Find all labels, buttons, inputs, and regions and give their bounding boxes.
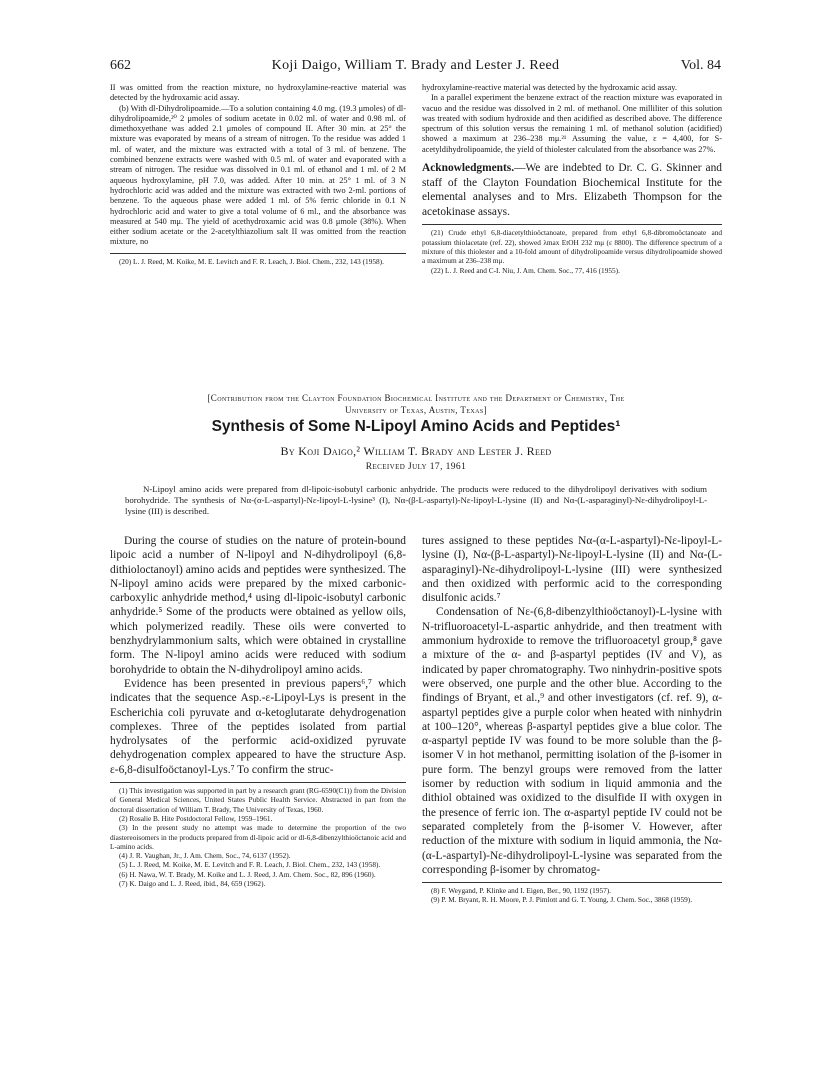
footnote-divider	[422, 882, 722, 883]
acknowledgments	[422, 161, 722, 219]
footnote-divider	[422, 224, 722, 225]
footnote: (9) P. M. Bryant, R. H. Moore, P. J. Pimlott and G. T. Young, J. Chem. Soc., 3868 (1959).	[431, 895, 693, 905]
paragraph: tures assigned to these peptides Nα-(α-L-aspartyl)-Nε-lipoyl-L-lysine (I), Nα-(β-L-aspartyl)-Nε-lipoyl-L-lysine (II) and Nα-(L-asparaginyl)-Nε-dihydrolipoyl-L-lysine (III) were synthesized and then oxidized with performic acid to the corresponding disulfonic acids.⁷	[422, 535, 722, 605]
contribution-line-1: [Contribution from the Clayton Foundation Biochemical Institute and the Department of Chemistry, The	[207, 393, 625, 403]
footnote: (1) This investigation was supported in part by a research grant (RG-6590(C1)) from the Division of General Medical Sciences, United States Public Health Service. Abstracted in part from the doctoral dissertation of William T. Brady, The University of Texas, 1960.	[110, 786, 406, 814]
article-title: Synthesis of Some N-Lipoyl Amino Acids and Peptides¹	[211, 418, 621, 435]
received-date: Received July 17, 1961	[365, 462, 467, 472]
footnote: (8) F. Weygand, P. Klinke and I. Eigen, Ber., 90, 1192 (1957).	[431, 886, 612, 896]
acknowledgments-text: —We are indebted to Dr. C. G. Skinner and staff of the Clayton Foundation Biochemical Institute for the elemental analyses and to Mrs. Elizabeth Thompson for the acetokinase assays.	[422, 162, 722, 218]
footnote-divider	[110, 782, 406, 783]
paragraph: Condensation of Nε-(6,8-dibenzylthioöctanoyl)-L-lysine with N-trifluoroacetyl-L-aspartic anhydride, and then treatment with ammonium hydroxide to remove the trifluoroacetyl group,⁸ gave a mixture of the α- and β-aspartyl peptides (IV and V), as indicated by paper chromatography. Two ninhydrin-positive spots were observed, one purple and the other blue. According to the findings of Bryant, et al.,⁹ and other investigators (cf. ref. 9), α-aspartyl peptides give a purple color when heated with ninhydrin at 100–120°, whereas β-aspartyl peptides give a blue color. The α-aspartyl peptide IV was found to be more soluble than the β-isomer V in hot methanol, permitting isolation of the β-isomer in pure form. The benzyl groups were removed from the latter isomer by reduction with sodium in liquid ammonia and the dithiol obtained was oxidized to the disulfide II with oxygen in the presence of ferric ion. The α-aspartyl peptide IV could not be separated completely from the β-isomer V. However, after reduction of the mixture with sodium in liquid ammonia, the Nα-(α-L-aspartyl)-Nε-dihydrolipoyl-L-lysine was separated from the corresponding β-isomer by chromatog-	[422, 606, 722, 876]
footnote: (20) L. J. Reed, M. Koike, M. E. Levitch and F. R. Leach, J. Biol. Chem., 232, 143 (1958).	[119, 256, 384, 266]
footnote: (22) L. J. Reed and C-I. Niu, J. Am. Chem. Soc., 77, 416 (1955).	[431, 265, 620, 275]
running-header	[110, 58, 721, 78]
footnote: (7) K. Daigo and L. J. Reed, ibid., 84, 659 (1962).	[119, 879, 266, 889]
byline: By Koji Daigo,² William T. Brady and Lester J. Reed	[280, 444, 552, 458]
page-number: 662	[110, 58, 131, 73]
footnote: (6) H. Nawa, W. T. Brady, M. Koike and L. J. Reed, J. Am. Chem. Soc., 82, 896 (1960).	[119, 869, 376, 879]
footnote-divider	[110, 253, 406, 254]
paragraph: During the course of studies on the nature of protein-bound lipoic acid a number of N-lipoyl and N-dihydrolipoyl (6,8-dithioloctanoyl) amino acids and peptides were synthesized. The N-lipoyl amino acids were prepared by the mixed carbonic-carboxylic anhydride method,⁴ using dl-lipoic-isobutyl carbonic anhydride.⁵ Some of the products were obtained as yellow oils, which polymerized readily. These oils were converted to benzhydrylammonium salts, which were obtained in crystalline form. The N-lipoyl amino acids were reduced with sodium borohydride to obtain the N-dihydrolipoyl amino acids.	[110, 535, 406, 676]
abstract: N-Lipoyl amino acids were prepared from dl-lipoic-isobutyl carbonic anhydride. The products were reduced to the dihydrolipoyl derivatives with sodium borohydride. The synthesis of Nα-(α-L-aspartyl)-Nε-lipoyl-L-lysine³ (I), Nα-(β-L-aspartyl)-Nε-lipoyl-L-lysine (II) and Nα-(L-asparaginyl)-Nε-dihydrolipoyl-L-lysine (III) is described.	[125, 484, 707, 516]
top-left-column	[110, 83, 406, 266]
running-title: Koji Daigo, William T. Brady and Lester J. Reed	[271, 58, 560, 73]
top-right-column	[422, 83, 722, 275]
footnote: (21) Crude ethyl 6,8-diacetylthioöctanoate, prepared from ethyl 6,8-dibromoöctanoate and potassium thiolacetate (ref. 22), showed λmax EtOH 232 mμ (ε 8800). The difference spectrum of a mixture of this thiolester and a 10-fold amount of dihydrolipoamide versus dihydrolipoamide showed a maximum at 236–238 mμ.	[422, 228, 722, 266]
body-right-column	[422, 534, 722, 905]
paragraph: hydroxylamine-reactive material was detected by the hydroxamic acid assay.	[422, 83, 677, 92]
paragraph: II was omitted from the reaction mixture, no hydroxylamine-reactive material was detected by the hydroxamic acid assay.	[110, 83, 406, 103]
paragraph: Evidence has been presented in previous papers⁶,⁷ which indicates that the sequence Asp.-ε-Lipoyl-Lys is present in the Escherichia coli pyruvate and α-ketoglutarate dehydrogenation complexes. Three of the peptides isolated from partial hydrolysates of the performic acid-oxidized pyruvate dehydrogenation complex appeared to have the structure Asp. ε-6,8-disulfoöctanoyl-Lys.⁷ To confirm the struc-	[110, 677, 406, 776]
paragraph: (b) With dl-Dihydrolipoamide.—To a solution containing 4.0 mg. (19.3 μmoles) of dl-dihydrolipoamide,²⁰ 2 μmoles of sodium acetate in 0.02 ml. of water and 0.98 ml. of dimethoxyethane was added 2.1 μmoles of compound II. After 30 min. at 25° the mixture was evaporated by means of a stream of nitrogen. To the residue was added 1 ml. of water, and the mixture was extracted with a total of 3 ml. of benzene. The combined benzene extracts were washed with 0.5 ml. of water and evaporated with a stream of nitrogen. The residue was dissolved in 0.1 ml. of ethanol and 1 ml. of 2 M aqueous hydroxylamine, pH 7.0, was added. After 10 min. at 25° 1 ml. of 3 N hydrochloric acid was added and the mixture was extracted with two 2-ml. portions of benzene. To the aqueous phase were added 1 ml. of 5% ferric chloride in 0.1 N hydrochloric acid and water to give a total volume of 6 ml., and the absorbance was measured at 540 mμ. The yield of acethydroxamic acid was 0.8 μmole (38%). When either sodium acetate or the 2-acetylthiazolium salt II was omitted from the reaction mixture, no	[110, 103, 406, 247]
footnote: (5) L. J. Reed, M. Koike, M. E. Levitch and F. R. Leach, J. Biol. Chem., 232, 143 (1958).	[119, 860, 381, 870]
contribution-line-2: University of Texas, Austin, Texas]	[344, 404, 487, 415]
footnote: (3) In the present study no attempt was made to determine the proportion of the two diastereoisomers in the products prepared from dl-lipoic acid or dl-6,8-dibenzylthioöctanoic acid and L-amino acids.	[110, 823, 406, 851]
footnote: (4) J. R. Vaughan, Jr., J. Am. Chem. Soc., 74, 6137 (1952).	[119, 851, 291, 861]
footnote: (2) Rosalie B. Hite Postdoctoral Fellow, 1959–1961.	[119, 813, 273, 823]
contribution-line	[110, 393, 722, 416]
acknowledgments-heading: Acknowledgments.	[422, 162, 515, 175]
volume-label: Vol. 84	[680, 58, 721, 73]
body-left-column	[110, 534, 406, 888]
paragraph: In a parallel experiment the benzene extract of the reaction mixture was evaporated in vacuo and the residue was dissolved in 2 ml. of methanol. One milliliter of this solution was treated with sodium hydroxide and then acidified as described above. The difference spectrum of this solution versus the remaining 1 ml. of methanol solution (acidified) showed a maximum at 236–238 mμ.²¹ Assuming the value, ε = 4,400, for S-acetyldihydrolipoamide, the yield of thiolester calculated from the absorbance was 27%.	[422, 93, 722, 154]
